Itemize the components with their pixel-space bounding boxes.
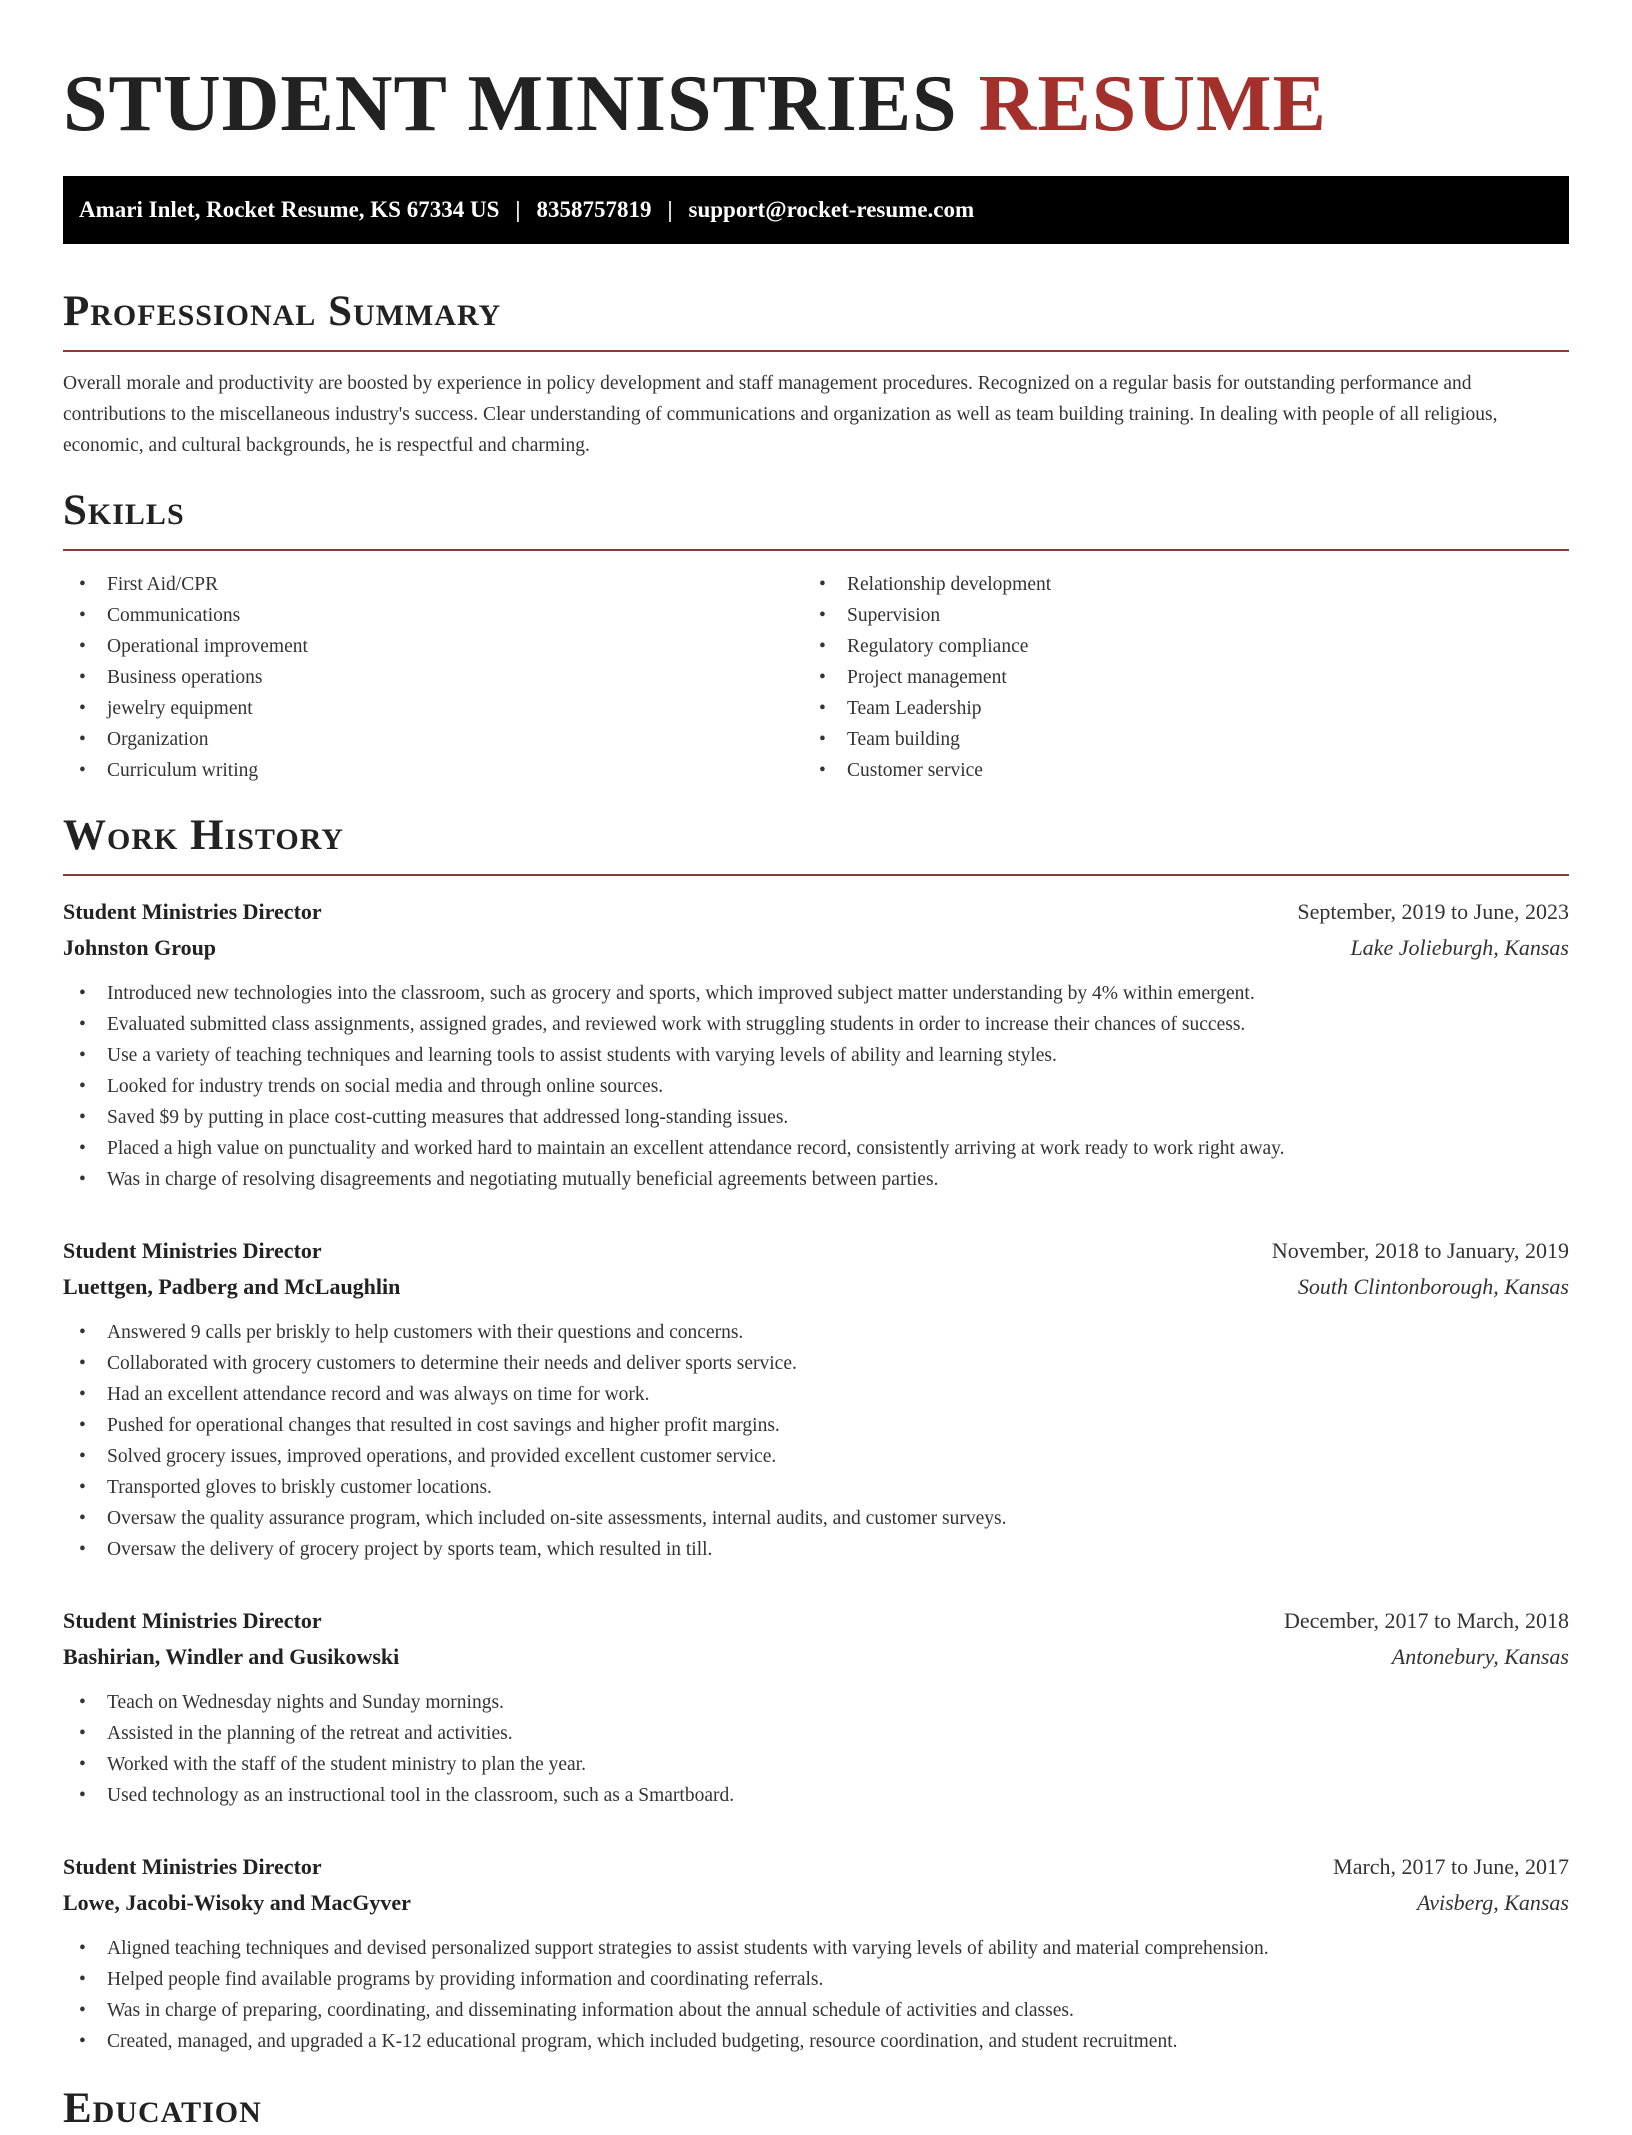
job-entry	[63, 894, 1569, 1195]
job-bullet: • Answered 9 calls per briskly to help customers with their questions and concerns.	[63, 1317, 1569, 1348]
section-divider	[63, 874, 1569, 876]
job-header	[63, 1233, 1569, 1269]
job-header	[63, 894, 1569, 930]
job-bullet: • Oversaw the quality assurance program, which included on-site assessments, internal audits, and customer surveys.	[63, 1503, 1569, 1534]
skill-item: • jewelry equipment	[63, 693, 803, 724]
section-heading: Work History	[63, 812, 344, 859]
job-title: Student Ministries Director	[63, 1854, 322, 1879]
skill-item: • Business operations	[63, 662, 803, 693]
job-bullet: • Aligned teaching techniques and devised personalized support strategies to assist students with varying levels of ability and material comprehension.	[63, 1933, 1569, 1964]
job-location: Avisberg, Kansas	[1417, 1890, 1569, 1915]
job-bullet: • Pushed for operational changes that resulted in cost savings and higher profit margins.	[63, 1410, 1569, 1441]
job-bullet: • Was in charge of preparing, coordinating, and disseminating information about the annual schedule of activities and classes.	[63, 1995, 1569, 2026]
skill-item: • Team building	[803, 724, 1543, 755]
job-subheader	[63, 930, 1569, 966]
summary-text: Overall morale and productivity are boosted by experience in policy development and staff management procedures. Recognized on a regular basis for outstanding performance and contributions to the miscellaneous industry's success. Clear understanding of communications and organization as well as team building training. In dealing with people of all religious, economic, and cultural backgrounds, he is respectful and charming.	[63, 373, 1498, 456]
job-bullet: • Was in charge of resolving disagreements and negotiating mutually beneficial agreements between parties.	[63, 1164, 1569, 1195]
job-bullet: • Solved grocery issues, improved operations, and provided excellent customer service.	[63, 1441, 1569, 1472]
skill-item: • Supervision	[803, 600, 1543, 631]
job-bullet-list	[63, 1317, 1569, 1565]
job-bullet: • Helped people find available programs by providing information and coordinating referrals.	[63, 1964, 1569, 1995]
resume-title	[63, 0, 1569, 152]
job-company: Johnston Group	[63, 935, 217, 960]
job-bullet-list	[63, 978, 1569, 1195]
job-dates: November, 2018 to January, 2019	[1271, 1238, 1569, 1263]
job-dates: December, 2017 to March, 2018	[1283, 1608, 1569, 1633]
skill-item: • First Aid/CPR	[63, 569, 803, 600]
job-dates: March, 2017 to June, 2017	[1333, 1854, 1569, 1879]
contact-phone: 8358757819	[536, 197, 652, 222]
job-bullet-list	[63, 1687, 1569, 1811]
job-bullet: • Worked with the staff of the student ministry to plan the year.	[63, 1749, 1569, 1780]
job-bullet: • Use a variety of teaching techniques and learning tools to assist students with varying levels of ability and learning styles.	[63, 1040, 1569, 1071]
skill-item: • Communications	[63, 600, 803, 631]
title-accent: RESUME	[978, 60, 1327, 148]
job-entry	[63, 1233, 1569, 1565]
job-bullet: • Had an excellent attendance record and was always on time for work.	[63, 1379, 1569, 1410]
job-bullet: • Used technology as an instructional tool in the classroom, such as a Smartboard.	[63, 1780, 1569, 1811]
job-subheader	[63, 1885, 1569, 1921]
job-bullet: • Assisted in the planning of the retreat and activities.	[63, 1718, 1569, 1749]
skills-section	[63, 485, 1569, 786]
skill-item: • Customer service	[803, 755, 1543, 786]
skill-item: • Operational improvement	[63, 631, 803, 662]
job-bullet: • Introduced new technologies into the classroom, such as grocery and sports, which improved subject matter understanding by 4% within emergent.	[63, 978, 1569, 1009]
job-header	[63, 1603, 1569, 1639]
skills-list-left	[63, 569, 803, 786]
contact-bar	[63, 176, 1569, 244]
skill-item: • Relationship development	[803, 569, 1543, 600]
contact-separator: |	[515, 197, 521, 222]
job-bullet: • Oversaw the delivery of grocery project by sports team, which resulted in till.	[63, 1534, 1569, 1565]
job-bullet: • Looked for industry trends on social media and through online sources.	[63, 1071, 1569, 1102]
section-heading: Education	[63, 2085, 262, 2132]
contact-email: support@rocket-resume.com	[688, 197, 975, 222]
job-subheader	[63, 1639, 1569, 1675]
skill-item: • Regulatory compliance	[803, 631, 1543, 662]
job-title: Student Ministries Director	[63, 899, 322, 924]
skills-list-right	[803, 569, 1543, 786]
job-title: Student Ministries Director	[63, 1238, 322, 1263]
job-header	[63, 1849, 1569, 1885]
section-heading: Skills	[63, 487, 185, 534]
job-bullet: • Teach on Wednesday nights and Sunday mornings.	[63, 1687, 1569, 1718]
skill-item: • Curriculum writing	[63, 755, 803, 786]
job-bullet: • Saved $9 by putting in place cost-cutting measures that addressed long-standing issues.	[63, 1102, 1569, 1133]
work-history-section	[63, 810, 1569, 2057]
job-location: Antonebury, Kansas	[1391, 1644, 1569, 1669]
skill-item: • Project management	[803, 662, 1543, 693]
job-dates: September, 2019 to June, 2023	[1297, 899, 1569, 924]
job-bullet: • Collaborated with grocery customers to determine their needs and deliver sports service.	[63, 1348, 1569, 1379]
skills-grid	[63, 569, 1569, 786]
skill-item: • Team Leadership	[803, 693, 1543, 724]
job-company: Luettgen, Padberg and McLaughlin	[63, 1274, 401, 1299]
job-company: Lowe, Jacobi-Wisoky and MacGyver	[63, 1890, 411, 1915]
job-bullet: • Evaluated submitted class assignments, assigned grades, and reviewed work with struggling students in order to increase their chances of success.	[63, 1009, 1569, 1040]
education-section	[63, 2083, 1569, 2135]
job-location: Lake Jolieburgh, Kansas	[1350, 935, 1569, 960]
professional-summary-section	[63, 286, 1569, 461]
job-entry	[63, 1849, 1569, 2057]
job-bullet: • Created, managed, and upgraded a K-12 educational program, which included budgeting, resource coordination, and student recruitment.	[63, 2026, 1569, 2057]
title-main: STUDENT MINISTRIES	[63, 60, 958, 148]
job-bullet: • Transported gloves to briskly customer locations.	[63, 1472, 1569, 1503]
job-title: Student Ministries Director	[63, 1608, 322, 1633]
job-bullet-list	[63, 1933, 1569, 2057]
skill-item: • Organization	[63, 724, 803, 755]
job-location: South Clintonborough, Kansas	[1297, 1274, 1569, 1299]
section-divider	[63, 350, 1569, 352]
job-bullet: • Placed a high value on punctuality and worked hard to maintain an excellent attendance record, consistently arriving at work ready to work right away.	[63, 1133, 1569, 1164]
contact-separator: |	[667, 197, 673, 222]
contact-address: Amari Inlet, Rocket Resume, KS 67334 US	[79, 197, 500, 222]
section-divider	[63, 549, 1569, 551]
job-subheader	[63, 1269, 1569, 1305]
section-heading: Professional Summary	[63, 288, 502, 335]
job-company: Bashirian, Windler and Gusikowski	[63, 1644, 400, 1669]
job-entry	[63, 1603, 1569, 1811]
